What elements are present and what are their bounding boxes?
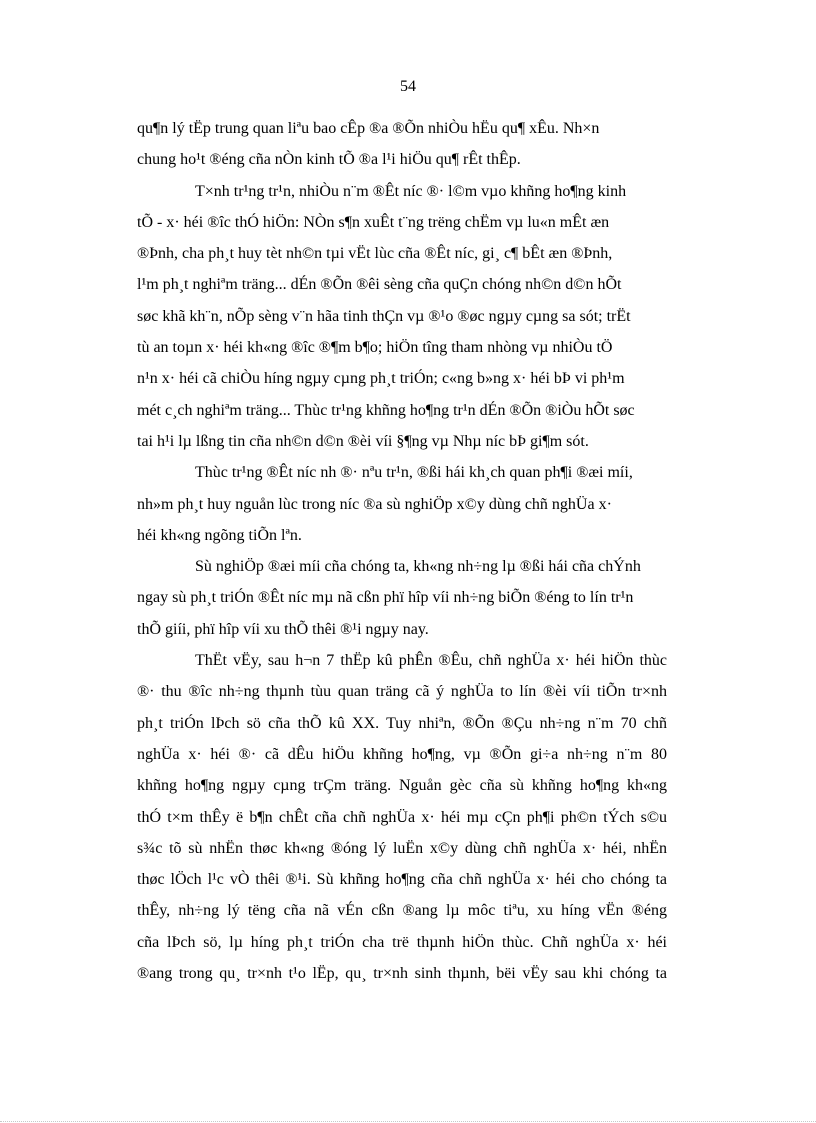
paragraph-line: thÊy, nh÷ng lý tëng cña nã vÉn cßn ®ang lµ môc tiªu, xu híng vËn ®éng <box>137 902 667 920</box>
paragraph-line: cña lÞch sö, lµ híng ph¸t triÓn cha trë thµnh hiÖn thùc. Chñ nghÜa x· héi <box>137 933 667 951</box>
paragraph-line: ®· thu ®îc nh÷ng thµnh tùu quan träng cã ý nghÜa to lín ®èi víi tiÕn tr×nh <box>137 683 667 701</box>
paragraph-1 <box>137 113 667 176</box>
paragraph-4 <box>137 551 667 645</box>
paragraph-2 <box>137 176 667 458</box>
paragraph-line: mét c¸ch nghiªm träng... Thùc tr¹ng khñng ho¶ng tr¹n dÉn ®Õn ®iÒu hÕt søc <box>137 401 635 419</box>
page-bottom-divider <box>0 1121 816 1122</box>
paragraph-line: s¾c tõ sù nhËn thøc kh«ng ®óng lý luËn x©y dùng chñ nghÜa x· héi, nhËn <box>137 839 667 857</box>
paragraph-line: tai h¹i lµ lßng tin cña nh©n d©n ®èi víi §¶ng vµ Nhµ níc bÞ gi¶m sót. <box>137 432 589 450</box>
paragraph-line: Thùc tr¹ng ®Êt níc nh ®· nªu tr¹n, ®ßi hái kh¸ch quan ph¶i ®æi míi, <box>195 464 633 482</box>
paragraph-line: héi kh«ng ngõng tiÕn lªn. <box>137 526 302 544</box>
paragraph-line: thÓ t×m thÊy ë b¶n chÊt cña chñ nghÜa x· héi mµ cÇn ph¶i ph©n tÝch s©u <box>137 808 667 826</box>
paragraph-line: Sù nghiÖp ®æi míi cña chóng ta, kh«ng nh÷ng lµ ®ßi hái cña chÝnh <box>195 558 641 576</box>
paragraph-5 <box>137 645 667 989</box>
paragraph-line: l¹m ph¸t nghiªm träng... dÉn ®Õn ®êi sèng cña quÇn chóng nh©n d©n hÕt <box>137 276 622 294</box>
paragraph-line: khñng ho¶ng ngµy cµng trÇm träng. Nguån gèc cña sù khñng ho¶ng kh«ng <box>137 777 667 795</box>
paragraph-line: ph¸t triÓn lÞch sö cña thÕ kû XX. Tuy nhiªn, ®Õn ®Çu nh÷ng n¨m 70 chñ <box>137 714 667 732</box>
paragraph-line: T×nh tr¹ng tr¹n, nhiÒu n¨m ®Êt níc ®· l©m vµo khñng ho¶ng kinh <box>195 182 627 200</box>
paragraph-line: nh»m ph¸t huy nguån lùc trong níc ®a sù nghiÖp x©y dùng chñ nghÜa x· <box>137 495 612 513</box>
paragraph-line: thÕ giíi, phï hîp víi xu thÕ thêi ®¹i ngµy nay. <box>137 620 429 638</box>
paragraph-line: chung ho¹t ®éng cña nÒn kinh tÕ ®a l¹i hiÖu qu¶ rÊt thÊp. <box>137 151 521 169</box>
paragraph-line: ®ang trong qu¸ tr×nh t¹o lËp, qu¸ tr×nh sinh thµnh, bëi vËy sau khi chóng ta <box>137 965 667 983</box>
paragraph-line: tù an toµn x· héi kh«ng ®îc ®¶m b¶o; hiÖn tîng tham nhòng vµ nhiÒu tÖ <box>137 339 613 357</box>
page-number: 54 <box>400 78 416 95</box>
paragraph-line: ThËt vËy, sau h¬n 7 thËp kû phÊn ®Êu, chñ nghÜa x· héi hiÖn thùc <box>195 652 667 670</box>
paragraph-line: n¹n x· héi cã chiÒu híng ngµy cµng ph¸t triÓn; c«ng b»ng x· héi bÞ vi ph¹m <box>137 370 625 388</box>
paragraph-line: ngay sù ph¸t triÓn ®Êt níc mµ nã cßn phï hîp víi nh÷ng biÕn ®éng to lín tr¹n <box>137 589 634 607</box>
paragraph-line: qu¶n lý tËp trung quan liªu bao cÊp ®a ®Õn nhiÒu hËu qu¶ xÊu. Nh×n <box>137 120 600 137</box>
paragraph-line: tÕ - x· héi ®îc thÓ hiÖn: NÒn s¶n xuÊt t¨ng trëng chËm vµ lu«n mÊt æn <box>137 213 610 231</box>
paragraph-line: nghÜa x· héi ®· cã dÊu hiÖu khñng ho¶ng, vµ ®Õn gi÷a nh÷ng n¨m 80 <box>137 745 667 763</box>
paragraph-line: thøc lÖch l¹c vÒ thêi ®¹i. Sù khñng ho¶ng cña chñ nghÜa x· héi cho chóng ta <box>137 871 667 889</box>
paragraph-line: ®Þnh, cha ph¸t huy tèt nh©n tµi vËt lùc cña ®Êt níc, gi¸ c¶ bÊt æn ®Þnh, <box>137 245 613 263</box>
body-text <box>137 113 667 989</box>
paragraph-line: søc khã kh¨n, nÕp sèng v¨n hãa tinh thÇn vµ ®¹o ®øc ngµy cµng sa sót; trËt <box>137 307 631 325</box>
paragraph-3 <box>137 457 667 551</box>
